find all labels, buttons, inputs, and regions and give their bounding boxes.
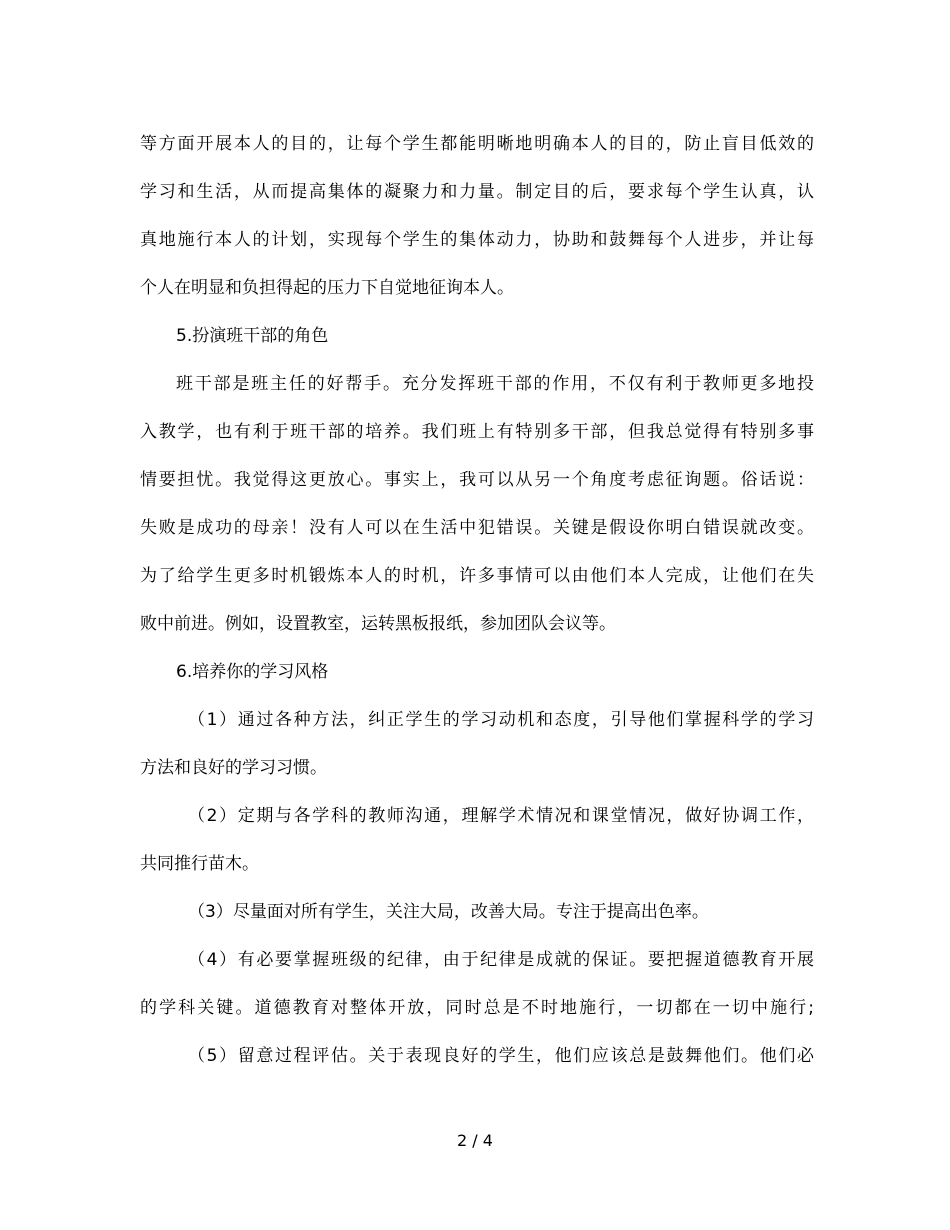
paragraph-line: 情要担忧。我觉得这更放心。事实上，我可以从另一个角度考虑征询题。俗话说： [140, 470, 814, 490]
list-item-line: （5）留意过程评估。关于表现良好的学生，他们应该总是鼓舞他们。他们必 [188, 1046, 814, 1066]
list-item-line: 共同推行苗木。 [140, 854, 259, 874]
list-item-line: （3）尽量面对所有学生，关注大局，改善大局。专注于提高出色率。 [188, 902, 709, 922]
paragraph-line: 真地施行本人的计划，实现每个学生的集体动力，协助和鼓舞每个人进步，并让每 [140, 230, 814, 250]
list-item-line: （2）定期与各学科的教师沟通，理解学术情况和课堂情况，做好协调工作， [188, 806, 814, 826]
list-item-line: （4）有必要掌握班级的纪律，由于纪律是成就的保证。要把握道德教育开展 [188, 950, 814, 970]
paragraph-line: 学习和生活，从而提高集体的凝聚力和力量。制定目的后，要求每个学生认真，认 [140, 182, 814, 202]
section-heading: 6.培养你的学习风格 [176, 662, 329, 682]
paragraph-line: 败中前进。例如，设置教室，运转黑板报纸，参加团队会议等。 [140, 614, 616, 634]
page-number: 2 / 4 [457, 1131, 493, 1150]
paragraph-line: 个人在明显和负担得起的压力下自觉地征询本人。 [140, 278, 514, 298]
paragraph-line: 入教学，也有利于班干部的培养。我们班上有特别多干部，但我总觉得有特别多事 [140, 422, 814, 442]
document-body [140, 123, 814, 1083]
section-heading: 5.扮演班干部的角色 [176, 326, 329, 346]
paragraph-line: 为了给学生更多时机锻炼本人的时机，许多事情可以由他们本人完成，让他们在失 [140, 566, 814, 586]
paragraph-line: 失败是成功的母亲！没有人可以在生活中犯错误。关键是假设你明白错误就改变。 [140, 518, 814, 538]
list-item-line: 方法和良好的学习习惯。 [140, 758, 327, 778]
list-item-line: （1）通过各种方法，纠正学生的学习动机和态度，引导他们掌握科学的学习 [188, 710, 814, 730]
paragraph-line: 等方面开展本人的目的，让每个学生都能明晰地明确本人的目的，防止盲目低效的 [140, 134, 814, 154]
list-item-line: 的学科关键。道德教育对整体开放，同时总是不时地施行，一切都在一切中施行; [140, 998, 814, 1018]
paragraph-line: 班干部是班主任的好帮手。充分发挥班干部的作用，不仅有利于教师更多地投 [176, 374, 814, 394]
